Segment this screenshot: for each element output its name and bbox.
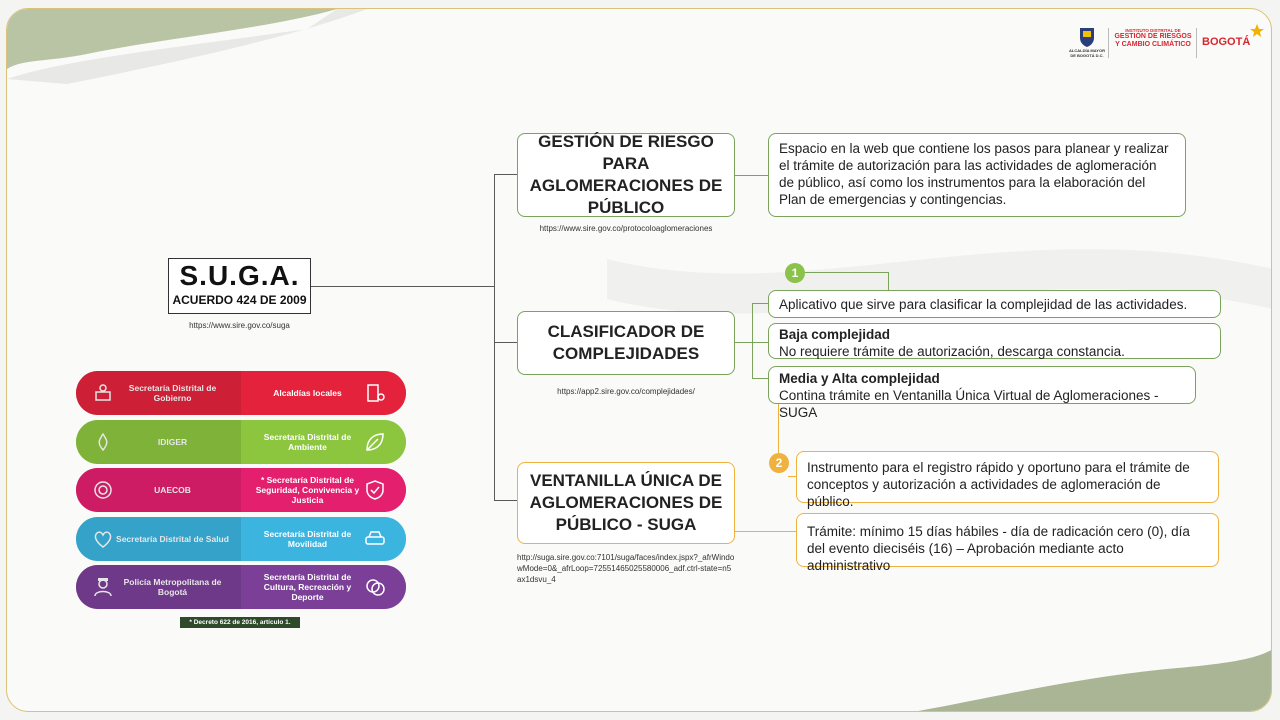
entity-left-label: UAECOB (154, 485, 191, 495)
entity-pill (76, 468, 406, 512)
entity-left-label: Secretaría Distrital de Salud (116, 533, 229, 544)
step-2-badge: 2 (769, 453, 789, 473)
entity-left-label: Secretaría Distrital de Gobierno (128, 383, 217, 403)
fire-drops-icon (92, 431, 114, 453)
entity-pill (76, 517, 406, 561)
connector-clasificador-desc (734, 342, 768, 343)
ventanilla-box (517, 462, 735, 544)
leaf-icon (364, 431, 386, 453)
media-title: Media y Alta complejidad (779, 371, 940, 386)
entity-left (76, 517, 241, 561)
connector-clasificador-branch (752, 303, 753, 378)
star-icon (1250, 24, 1264, 38)
entity-left (76, 420, 241, 464)
baja-complejidad-box (768, 323, 1221, 359)
building-desk-icon (92, 382, 114, 404)
police-officer-icon (92, 576, 114, 598)
city-location-icon (364, 382, 386, 404)
connector-gestion (494, 174, 517, 175)
connector-branch-1 (752, 303, 768, 304)
heart-pulse-icon (92, 528, 114, 550)
baja-title: Baja complejidad (779, 327, 891, 342)
media-text: Contina trámite en Ventanilla Única Virtual de Aglomeraciones - SUGA (779, 388, 1159, 420)
bogota-shield-icon (1078, 26, 1096, 48)
logo-divider (1108, 28, 1109, 58)
connector-gestion-desc (734, 175, 768, 176)
theater-masks-icon (364, 576, 386, 598)
entity-right-label: * Secretaría Distrital de Seguridad, Convivencia y Justicia (255, 475, 360, 505)
gestion-description: Espacio en la web que contiene los pasos para planear y realizar el trámite de autorización para las actividades de aglomeración de público, así como los instrumentos para la elaboración del Plan de emergencias y contingencias. (768, 133, 1186, 217)
ventanilla-url[interactable]: http://suga.sire.gov.co:7101/suga/faces/index.jspx?_afrWindowMode=0&_afrLoop=72551465025580006_adf.ctrl-state=n5ax1dsvu_4 (517, 553, 735, 584)
entity-left-label: Policía Metropolitana de Bogotá (123, 577, 222, 597)
entity-pill (76, 565, 406, 609)
entity-right (241, 517, 406, 561)
entity-right (241, 420, 406, 464)
entity-pill (76, 420, 406, 464)
clasificador-box (517, 311, 735, 375)
gestion-title: GESTIÓN DE RIESGO PARA AGLOMERACIONES DE PÚBLICO (529, 132, 723, 217)
ventanilla-title: VENTANILLA ÚNICA DE AGLOMERACIONES DE PÚBLICO - SUGA (529, 471, 723, 534)
header-logos (1068, 24, 1264, 60)
suga-url[interactable]: https://www.sire.gov.co/suga (189, 321, 290, 330)
logo-instituto: INSTITUTO DISTRITAL DE GESTIÓN DE RIESGOS Y CAMBIO CLIMÁTICO (1114, 28, 1192, 48)
shield-check-icon (364, 479, 386, 501)
logo-bogota: BOGOTÁ (1202, 36, 1251, 48)
entity-left (76, 565, 241, 609)
entity-pill (76, 371, 406, 415)
suga-subtitle: ACUERDO 424 DE 2009 (172, 293, 307, 307)
connector-ventanilla (494, 500, 517, 501)
connector-step1-v (888, 272, 889, 290)
entity-right (241, 468, 406, 512)
clasificador-url[interactable]: https://app2.sire.gov.co/complejidades/ (557, 387, 695, 396)
connector-trunk (494, 174, 495, 500)
ventanilla-description: Instrumento para el registro rápido y oportuno para el trámite de conceptos y autorización a actividades de aglomeración de público. (796, 451, 1219, 503)
entity-left (76, 371, 241, 415)
gestion-url[interactable]: https://www.sire.gov.co/protocoloaglomeraciones (539, 224, 713, 233)
clasificador-title: CLASIFICADOR DE COMPLEJIDADES (547, 322, 705, 363)
connector-branch-3 (752, 378, 768, 379)
entity-left-label: IDIGER (157, 436, 188, 447)
connector-step1-h (804, 272, 889, 273)
connector-suga (310, 286, 494, 287)
entity-left (76, 468, 241, 512)
entity-right-label: Secretaría Distrital de Movilidad (263, 528, 352, 549)
logo-divider-2 (1196, 28, 1197, 58)
entity-right-label: Secretaría Distrital de Ambiente (263, 431, 352, 452)
connector-clasificador (494, 342, 517, 343)
clasificador-description: Aplicativo que sirve para clasificar la complejidad de las actividades. (768, 290, 1221, 318)
logo-alcaldia-text: ALCALDÍA MAYOR DE BOGOTÁ D.C. (1069, 48, 1105, 58)
suga-title: S.U.G.A. (179, 260, 300, 291)
firefighter-badge-icon (92, 479, 114, 501)
step-1-badge: 1 (785, 263, 805, 283)
connector-tramite (734, 531, 796, 532)
entity-right-label: Alcaldías locales (273, 388, 342, 398)
entity-right-label: Secretaría Distrital de Cultura, Recreación y Deporte (263, 572, 352, 602)
car-icon (364, 528, 386, 550)
connector-step2-h (788, 476, 796, 477)
baja-text: No requiere trámite de autorización, descarga constancia. (779, 344, 1125, 359)
media-complejidad-box (768, 366, 1196, 420)
suga-box (168, 258, 311, 314)
entity-right (241, 565, 406, 609)
gestion-box (517, 133, 735, 217)
ventanilla-tramite: Trámite: mínimo 15 días hábiles - día de radicación cero (0), día del evento dieciséis (16) – Aprobación mediante acto administrativo (796, 513, 1219, 567)
entity-right (241, 371, 406, 415)
decree-footnote: * Decreto 622 de 2016, artículo 1. (180, 617, 300, 628)
